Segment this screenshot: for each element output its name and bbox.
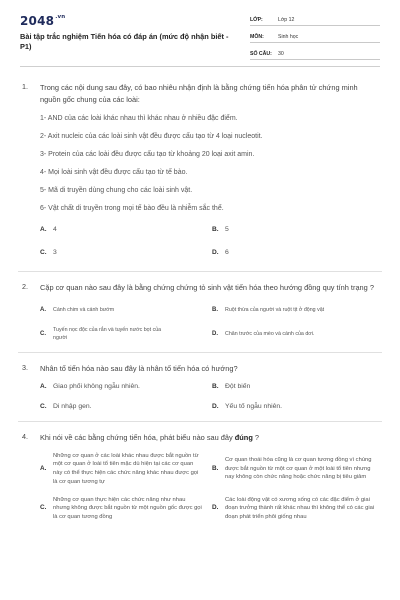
logo-main: 2048	[20, 14, 55, 28]
answer-options	[40, 452, 378, 523]
document-title: Bài tập trắc nghiệm Tiến hóa có đáp án (mức độ nhận biết - P1)	[20, 32, 229, 51]
option-text: Đột biến	[225, 383, 251, 390]
statement-2: 2- Axit nucleic của các loài sinh vật đều được cấu tạo từ 4 loại nucleotit.	[40, 133, 263, 140]
option-label: C.	[40, 249, 47, 256]
option-label: D.	[212, 403, 219, 410]
option-text: 4	[53, 226, 57, 233]
option-text: Cánh chim và cánh bướm	[53, 306, 115, 313]
statement-6: 6- Vật chất di truyền trong mọi tế bào đều là nhiễm sắc thể.	[40, 205, 224, 212]
meta-value: Lớp 12	[278, 16, 295, 23]
option-text: Chân trước của mèo và cánh của dơi.	[225, 330, 315, 337]
meta-key: LỚP:	[250, 16, 263, 23]
question-text-before: Khi nói về các bằng chứng tiến hóa, phát biểu nào sau đây	[40, 433, 235, 442]
option-text: Tuyến nọc độc của rắn và tuyến nước bọt của người	[53, 326, 162, 341]
logo-suffix: .vn	[55, 14, 66, 20]
question-4	[0, 432, 400, 522]
question-text: Nhân tố tiến hóa nào sau đây là nhân tố tiến hóa có hướng?	[40, 363, 238, 373]
answer-option-b[interactable]	[212, 452, 384, 487]
option-label: B.	[212, 464, 219, 472]
question-text	[40, 432, 378, 444]
answer-option-b[interactable]	[212, 382, 384, 391]
document-header	[0, 0, 400, 66]
question-number: 3.	[22, 362, 28, 372]
answer-options	[40, 302, 378, 342]
option-text: Những cơ quan ở các loài khác nhau được bắt nguồn từ một cơ quan ở loài tổ tiên mặc dù hiện tại các cơ quan này có thể thực hiện các chức năng khác nhau được gọi là cơ quan tương tự	[53, 452, 199, 485]
option-text: Ruột thừa của người và ruột tịt ở động vật	[225, 306, 325, 313]
answer-option-a[interactable]	[40, 382, 212, 391]
question-text-after: ?	[252, 433, 260, 442]
answer-option-c[interactable]	[40, 248, 212, 257]
option-text: 3	[53, 249, 57, 256]
statement-1: 1- AND của các loài khác nhau thì khác nhau ở nhiều đặc điểm.	[40, 115, 238, 122]
meta-row-subject	[250, 31, 380, 43]
answer-option-d[interactable]	[212, 496, 384, 522]
option-label: B.	[212, 383, 219, 390]
option-text: Di nhập gen.	[53, 403, 92, 410]
option-label: A.	[40, 464, 47, 472]
option-text: 6	[225, 249, 229, 256]
question-2	[0, 282, 400, 342]
answer-option-a[interactable]	[40, 302, 212, 318]
meta-value: 30	[278, 50, 284, 57]
question-text: Cặp cơ quan nào sau đây là bằng chứng chứng tỏ sinh vật tiến hóa theo hướng đồng quy tính trạng ?	[40, 283, 374, 292]
option-text: Cơ quan thoái hóa cũng là cơ quan tương đồng vì chúng được bắt nguồn từ một cơ quan ở một loài tổ tiên nhưng nay không còn chức năng hoặc chức năng bị tiêu giảm	[225, 456, 372, 481]
question-number: 2.	[22, 282, 28, 291]
answer-option-b[interactable]	[212, 302, 384, 318]
option-text: Giao phối không ngẫu nhiên.	[53, 383, 140, 390]
answer-options	[40, 225, 378, 257]
document-meta	[250, 14, 380, 65]
question-text-emphasis: đúng	[234, 433, 253, 442]
option-label: D.	[212, 330, 218, 337]
option-text: 5	[225, 226, 229, 233]
statement-5: 5- Mã di truyền dùng chung cho các loài sinh vật.	[40, 187, 193, 194]
question-1	[0, 82, 400, 257]
question-3	[0, 363, 400, 412]
option-label: D.	[212, 249, 219, 256]
meta-row-count	[250, 48, 380, 60]
answer-option-a[interactable]	[40, 452, 212, 487]
answer-option-d[interactable]	[212, 402, 384, 411]
option-text: Yếu tố ngẫu nhiên.	[225, 403, 283, 410]
header-divider	[20, 66, 380, 67]
meta-row-class	[250, 14, 380, 26]
option-label: B.	[212, 306, 218, 313]
answer-option-c[interactable]	[40, 326, 212, 342]
option-label: D.	[212, 504, 219, 512]
question-list	[0, 82, 400, 522]
option-label: A.	[40, 383, 47, 390]
option-label: C.	[40, 504, 47, 512]
meta-key: MÔN:	[250, 33, 264, 40]
question-number: 1.	[22, 82, 28, 91]
option-text: Các loài động vật có xương sống có các đặc điểm ở giai đoạn trưởng thành rất khác nhau thì không thể có các giai đoạn phát triển phôi giống nhau	[225, 496, 375, 521]
meta-key: SỐ CÂU:	[250, 50, 272, 57]
statement-4: 4- Mọi loài sinh vật đều được cấu tạo từ tế bào.	[40, 169, 188, 176]
answer-option-b[interactable]	[212, 225, 384, 234]
site-logo[interactable]	[20, 14, 65, 28]
answer-options	[40, 382, 378, 411]
answer-option-d[interactable]	[212, 326, 384, 342]
option-label: A.	[40, 306, 46, 313]
statement-3: 3- Protein của các loài đều được cấu tạo từ khoảng 20 loại axit amin.	[40, 151, 255, 158]
option-text: Những cơ quan thực hiện các chức năng như nhau nhưng không được bắt nguồn từ một nguồn gốc được gọi là cơ quan tương đồng	[53, 496, 202, 521]
option-label: B.	[212, 226, 219, 233]
meta-value: Sinh học	[278, 33, 299, 40]
answer-option-c[interactable]	[40, 402, 212, 411]
answer-option-a[interactable]	[40, 225, 212, 234]
question-number: 4.	[22, 432, 28, 441]
option-label: C.	[40, 403, 47, 410]
question-text: Trong các nội dung sau đây, có bao nhiêu nhận định là bằng chứng tiến hóa phân tử chứng minh nguồn gốc chung của các loài:	[40, 83, 358, 104]
answer-option-d[interactable]	[212, 248, 384, 257]
option-label: A.	[40, 226, 47, 233]
option-label: C.	[40, 330, 46, 337]
answer-option-c[interactable]	[40, 496, 212, 522]
